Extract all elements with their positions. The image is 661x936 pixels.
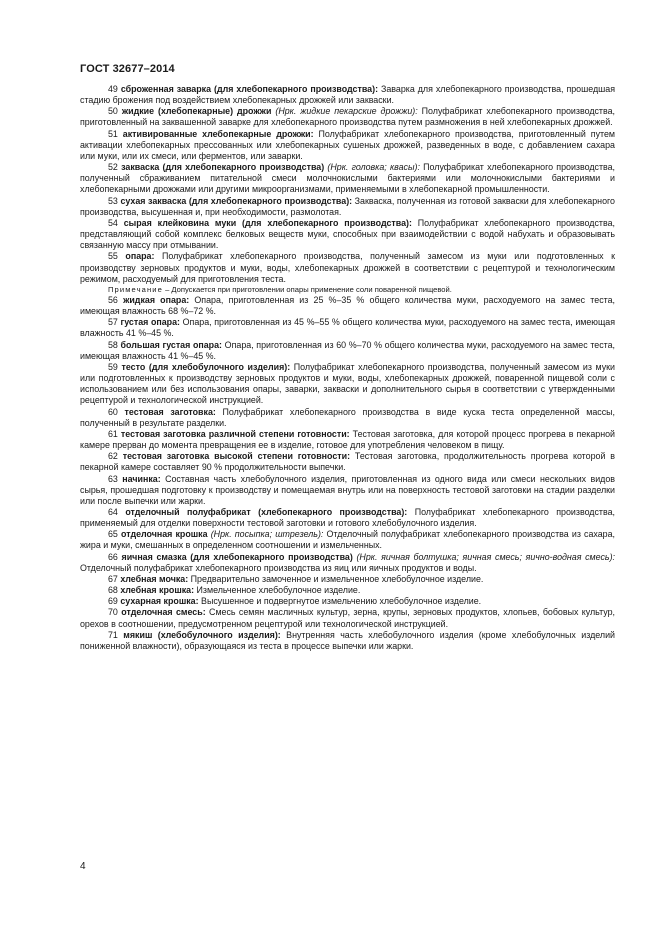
term-name: жидкая опара: xyxy=(123,295,190,306)
term-name: жидкие (хлебопекарные) дрожжи xyxy=(121,106,272,117)
term-number: 49 xyxy=(108,84,118,94)
term-number: 51 xyxy=(108,128,118,139)
term-name: сброженная заварка (для хлебопекарного производства): xyxy=(120,84,379,94)
term-entry xyxy=(80,129,615,162)
term-name: сухарная крошка: xyxy=(120,596,199,607)
term-number: 54 xyxy=(108,217,118,228)
term-entry xyxy=(80,407,615,429)
note xyxy=(80,285,615,295)
term-name: тестовая заготовка: xyxy=(124,406,216,417)
note-label: Примечание xyxy=(108,284,163,294)
term-name: тестовая заготовка различной степени готовности: xyxy=(120,428,350,439)
term-name: большая густая опара: xyxy=(120,339,222,350)
term-definition: Измельченное хлебобулочное изделие. xyxy=(196,585,361,596)
term-entry xyxy=(80,362,615,407)
term-definition: Опара, приготовленная из 25 %–35 % общего количества муки, расходуемого на замес теста, имеющая влажность 68 %–72 %. xyxy=(80,295,616,317)
term-entry xyxy=(80,106,615,128)
term-definition: Тестовая заготовка, продолжительность прогрева которой в пекарной камере составляет 90 % продолжительности выпечки. xyxy=(80,451,615,473)
term-entry xyxy=(80,507,615,529)
term-entry xyxy=(80,630,615,652)
term-number: 58 xyxy=(108,339,118,350)
term-synonym: (Нрк. яичная болтушка; яичная смесь; яично-водная смесь): xyxy=(356,551,616,562)
term-entry xyxy=(80,162,615,195)
term-name: активированные хлебопекарные дрожжи: xyxy=(122,128,314,139)
term-definition: Составная часть хлебобулочного изделия, приготовленная из одного вида или смеси нескольких видов сырья, прошедшая подготовку к производству и помещаемая внутрь или на поверхность тестовой заготовки на стадии разделки или после выпечки или жарки. xyxy=(80,473,615,506)
term-number: 50 xyxy=(108,106,118,117)
term-name: яичная смазка (для хлебопекарного производства) xyxy=(121,551,353,562)
term-number: 65 xyxy=(108,529,118,540)
term-number: 64 xyxy=(108,506,118,517)
term-entry xyxy=(80,295,615,317)
term-definition: Полуфабрикат хлебопекарного производства, полученный замесом из муки или подготовленных к производству зерновых продуктов и муки, воды, хлебопекарных дрожжей в соответствии с рецептурой и технологическим режимом, расходуемый для приготовления теста. xyxy=(80,251,615,284)
term-number: 63 xyxy=(108,473,118,484)
term-name: сырая клейковина муки (для хлебопекарного производства): xyxy=(123,217,412,228)
term-definition: Полуфабрикат хлебопекарного производства, представляющий собой комплекс белковых веществ муки, способных при взаимодействии с водой набухать и образовывать связанную массу при отмывании. xyxy=(80,217,615,251)
term-definition: Полуфабрикат хлебопекарного производства, полученный сбраживанием питательной смеси молочнокислыми бактериями или молочнокислыми бактериями и хлебопекарными дрожжами или другими микроорганизмами, применяемыми в хлебопекарной промышленности. xyxy=(80,162,616,195)
term-definition: Полуфабрикат хлебопекарного производства, приготовленный на заквашенной заварке для хлебопекарного производства путем размножения в ней хлебопекарных дрожжей. xyxy=(80,106,616,128)
term-synonym: (Нрк. жидкие пекарские дрожжи): xyxy=(275,106,418,117)
term-definition: Полуфабрикат хлебопекарного производства, приготовленный путем активации хлебопекарных прессованных или хлебопекарных сушеных дрожжей, разведенных в воде, с добавлением сахара или муки, или их смеси, или ферментов, или заварки. xyxy=(80,128,616,161)
term-number: 69 xyxy=(108,596,118,607)
term-definition: Опара, приготовленная из 45 %–55 % общего количества муки, расходуемого на замес теста, имеющая влажность 41 %–45 %. xyxy=(80,317,616,339)
term-definition: Отделочный полуфабрикат хлебопекарного производства из сахара, жира и муки, смешанных в определенном соотношении и измельченных. xyxy=(80,529,616,551)
term-name: густая опара: xyxy=(120,317,180,328)
term-definition: Тестовая заготовка, для которой процесс прогрева в пекарной камере прерван до момента превращения ее в изделие, готовое для употребления человеком в пищу. xyxy=(80,428,615,451)
term-entry xyxy=(80,317,615,339)
term-number: 53 xyxy=(108,195,118,206)
term-number: 56 xyxy=(108,295,118,306)
term-entry xyxy=(80,196,615,218)
term-name: тесто (для хлебобулочного изделия): xyxy=(121,361,291,372)
term-entry xyxy=(80,585,615,596)
term-definition: Полуфабрикат хлебопекарного производства, полученный замесом из муки или подготовленных к производству зерновых продуктов и муки, воды, хлебопекарных дрожжей, поваренной пищевой соли с использованием или без использования опары, заварки, закваски и дополнительного сырья в соответствии с утвержденными рецептурой и технологической инструкцией. xyxy=(80,361,615,406)
standard-id: ГОСТ 32677–2014 xyxy=(80,63,175,75)
term-name: сухая закваска (для хлебопекарного производства): xyxy=(120,195,353,206)
page-number: 4 xyxy=(80,861,86,872)
term-number: 68 xyxy=(108,585,118,596)
term-definition: Опара, приготовленная из 60 %–70 % общего количества муки, расходуемого на замес теста, имеющая влажность 41 %–45 %. xyxy=(80,339,616,361)
term-name: тестовая заготовка высокой степени готовности: xyxy=(122,451,351,462)
term-number: 62 xyxy=(108,451,118,462)
term-number: 70 xyxy=(108,607,118,618)
term-entry xyxy=(80,84,615,106)
term-definition: Отделочный полуфабрикат хлебопекарного производства из яиц или яичных продуктов и воды. xyxy=(80,562,477,573)
term-definition: Внутренняя часть хлебобулочного изделия (кроме хлебобулочных изделий пониженной влажности), образующаяся из теста в процессе выпечки или жарки. xyxy=(80,629,616,651)
term-name: хлебная крошка: xyxy=(120,585,195,596)
term-definition: Полуфабрикат хлебопекарного производства в виде куска теста определенной массы, полученный в результате разделки. xyxy=(80,406,616,428)
term-name: начинка: xyxy=(122,473,161,484)
term-definition: Смесь семян масличных культур, зерна, крупы, зерновых продуктов, хлопьев, бобовых культур, орехов в соотношении, предусмотренном рецептурой или технологической инструкцией. xyxy=(80,607,616,629)
term-number: 52 xyxy=(108,162,118,173)
term-entry xyxy=(80,251,615,284)
term-definition: Заварка для хлебопекарного производства, прошедшая стадию брожения под воздействием хлебопекарных дрожжей или закваски. xyxy=(80,84,616,106)
term-name: отделочная крошка xyxy=(121,529,208,540)
term-entry xyxy=(80,451,615,473)
term-number: 60 xyxy=(108,406,118,417)
term-name: хлебная мочка: xyxy=(120,573,189,584)
term-name: мякиш (хлебобулочного изделия): xyxy=(123,629,281,640)
terms-list xyxy=(80,84,615,652)
entries-group xyxy=(80,84,615,285)
term-entry xyxy=(80,596,615,607)
entries-group xyxy=(80,295,615,652)
term-entry xyxy=(80,529,615,551)
term-number: 67 xyxy=(108,573,118,584)
term-synonym: (Нрк. головка; квасы): xyxy=(327,162,420,173)
term-definition: Полуфабрикат хлебопекарного производства, применяемый для отделки поверхности тестовой заготовки и готового хлебобулочного изделия. xyxy=(80,506,616,529)
note-text: – Допускается при приготовлении опары применение соли поваренной пищевой. xyxy=(165,284,452,294)
term-synonym: (Нрк. посыпка; штрезель): xyxy=(210,529,324,540)
term-entry xyxy=(80,474,615,507)
term-entry xyxy=(80,340,615,362)
term-entry xyxy=(80,552,615,574)
term-entry xyxy=(80,429,615,451)
term-number: 55 xyxy=(108,251,118,262)
term-number: 57 xyxy=(108,317,118,328)
term-definition: Предварительно замоченное и измельченное хлебобулочное изделие. xyxy=(190,573,484,584)
term-number: 59 xyxy=(108,361,118,372)
term-number: 66 xyxy=(108,551,118,562)
term-name: закваска (для хлебопекарного производства) xyxy=(121,162,325,173)
term-name: опара: xyxy=(125,251,155,262)
term-name: отделочный полуфабрикат (хлебопекарного производства): xyxy=(125,506,408,517)
term-entry xyxy=(80,607,615,629)
term-name: отделочная смесь: xyxy=(121,607,206,618)
term-definition: Закваска, полученная из готовой закваски для хлебопекарного производства, высушенная и, при необходимости, размолотая. xyxy=(80,195,615,217)
term-number: 61 xyxy=(108,428,118,439)
term-entry xyxy=(80,574,615,585)
term-definition: Высушенное и подвергнутое измельчению хлебобулочное изделие. xyxy=(201,596,482,607)
term-number: 71 xyxy=(108,629,118,640)
term-entry xyxy=(80,218,615,251)
